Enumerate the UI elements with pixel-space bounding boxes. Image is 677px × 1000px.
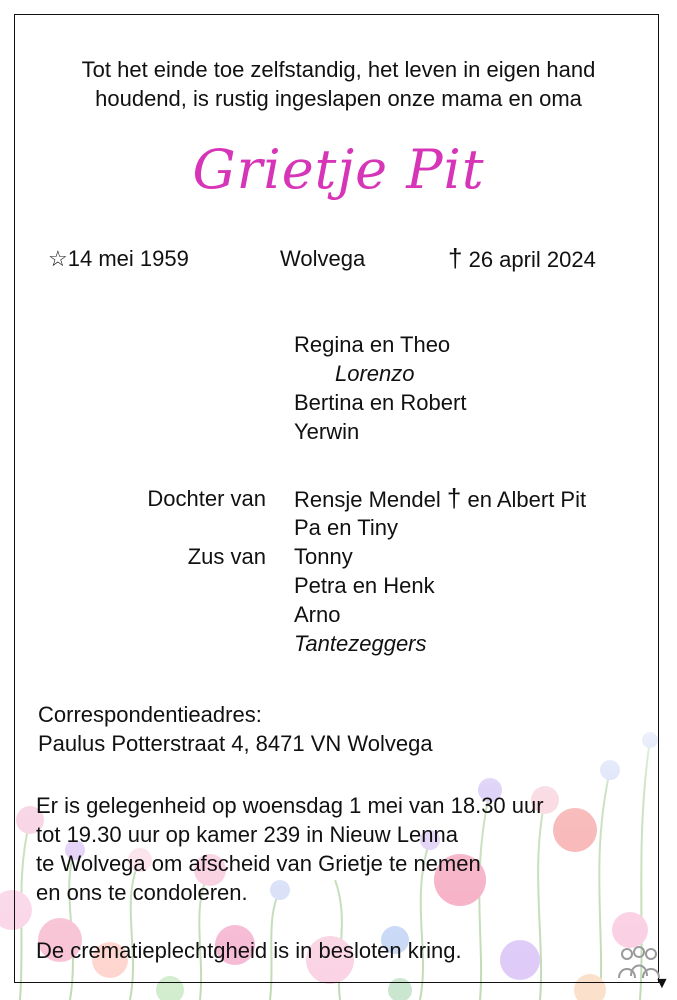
death-date	[448, 244, 596, 274]
cross-icon: †	[448, 243, 463, 273]
star-icon: ☆	[48, 246, 68, 271]
sibling-line: Tantezeggers	[294, 631, 427, 656]
intro-line: Tot het einde toe zelfstandig, het leven in eigen hand	[81, 57, 596, 82]
daughter-of-label: Dochter van	[147, 486, 266, 511]
intro-text	[20, 55, 657, 113]
place: Wolvega	[280, 246, 366, 271]
father-name: en Albert Pit	[467, 487, 587, 512]
sibling-line: Petra en Henk	[294, 573, 435, 598]
farewell-line: te Wolvega om afscheid van Grietje te nemen	[36, 851, 481, 876]
deceased-name: Grietje Pit	[192, 138, 485, 201]
mother-name: Rensje Mendel	[294, 487, 441, 512]
cross-icon: †	[446, 483, 462, 513]
cremation-note: De crematieplechtgheid is in besloten kring.	[36, 938, 462, 963]
triangle-down-icon[interactable]: ▼	[654, 975, 670, 992]
sister-of-label: Zus van	[187, 544, 266, 569]
intro-line: houdend, is rustig ingeslapen onze mama en oma	[95, 86, 582, 111]
grandchild-line: Lorenzo	[335, 361, 415, 386]
parents-line-2: Pa en Tiny	[294, 515, 398, 540]
child-line: Bertina en Robert	[294, 390, 467, 415]
farewell-line: Er is gelegenheid op woensdag 1 mei van 18.30 uur	[36, 793, 544, 818]
birth-date	[48, 244, 189, 273]
death-date-value: 26 april 2024	[468, 247, 596, 272]
parents-line	[294, 484, 586, 514]
child-line: Regina en Theo	[294, 332, 451, 357]
farewell-line: tot 19.30 uur op kamer 239 in Nieuw Lenna	[36, 822, 458, 847]
correspondence-label: Correspondentieadres:	[38, 702, 262, 727]
farewell-line: en ons te condoleren.	[36, 880, 248, 905]
correspondence-address: Paulus Potterstraat 4, 8471 VN Wolvega	[38, 731, 433, 756]
sibling-line: Arno	[294, 602, 341, 627]
birth-date-value: 14 mei 1959	[67, 246, 189, 271]
sibling-line: Tonny	[294, 544, 353, 569]
child-line: Yerwin	[294, 419, 360, 444]
